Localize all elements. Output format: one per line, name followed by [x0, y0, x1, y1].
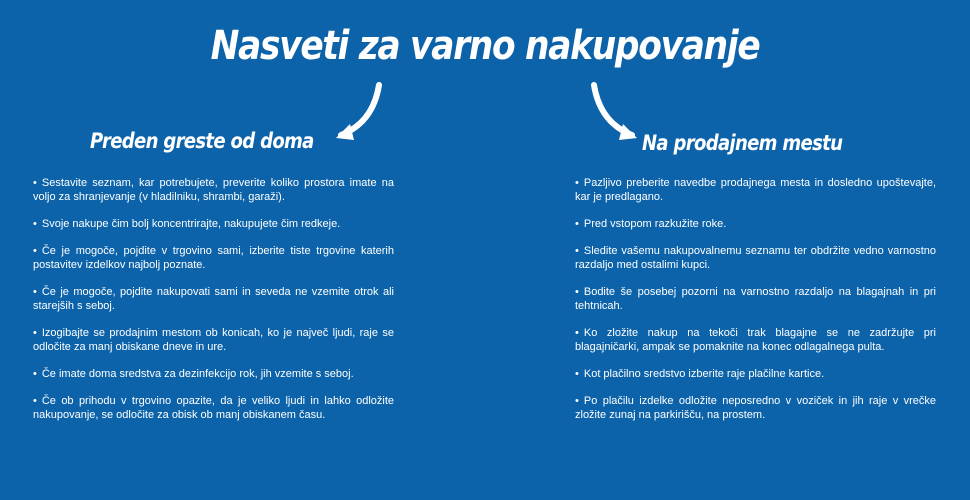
bullet-icon: • [575, 177, 579, 189]
page-title: Nasveti za varno nakupovanje [210, 23, 760, 69]
list-item [575, 367, 936, 381]
at-store-list [575, 176, 936, 435]
curved-arrow-down-left-icon [328, 80, 388, 144]
list-item [575, 244, 936, 272]
list-item-text: Če imate doma sredstva za dezinfekcijo rok, jih vzemite s seboj. [41, 368, 354, 380]
bullet-icon: • [33, 218, 37, 230]
list-item [33, 176, 394, 204]
bullet-icon: • [575, 327, 579, 339]
list-item-text: Pred vstopom razkužite roke. [583, 218, 727, 230]
list-item [33, 367, 394, 381]
bullet-icon: • [33, 286, 37, 298]
list-item [33, 326, 394, 354]
list-item [575, 176, 936, 204]
bullet-icon: • [575, 368, 579, 380]
list-item [33, 217, 394, 231]
list-item-text: Svoje nakupe čim bolj koncentrirajte, nakupujete čim redkeje. [41, 218, 341, 230]
list-item [575, 285, 936, 313]
bullet-icon: • [33, 395, 37, 407]
bullet-icon: • [33, 327, 37, 339]
bullet-icon: • [575, 286, 579, 298]
list-item-text: Kot plačilno sredstvo izberite raje plačilne kartice. [583, 368, 825, 380]
list-item-text: Bodite še posebej pozorni na varnostno razdaljo na blagajnah in pri tehtnicah. [575, 286, 936, 312]
left-column-heading: Preden greste od doma [90, 129, 314, 153]
list-item-text: Po plačilu izdelke odložite neposredno v voziček in jih raje v vrečke zložite zunaj na parkirišču, na prostem. [575, 395, 936, 421]
list-item [575, 326, 936, 354]
bullet-icon: • [33, 245, 37, 257]
list-item-text: Izogibajte se prodajnim mestom ob konicah, ko je največ ljudi, raje se odločite za manj obiskane dneve in ure. [33, 327, 394, 353]
list-item-text: Pazljivo preberite navedbe prodajnega mesta in dosledno upoštevajte, kar je predlagano. [575, 177, 936, 203]
list-item-text: Če ob prihodu v trgovino opazite, da je veliko ljudi in lahko odložite nakupovanje, se odločite za obisk ob manj obiskanem času. [33, 395, 394, 421]
list-item-text: Če je mogoče, pojdite nakupovati sami in seveda ne vzemite otrok ali starejših s seboj. [33, 286, 394, 312]
list-item-text: Ko zložite nakup na tekoči trak blagajne se ne zadržujte pri blagajničarki, ampak se pomaknite na konec odlagalnega pulta. [575, 327, 936, 353]
curved-arrow-down-right-icon [585, 80, 645, 144]
list-item [33, 285, 394, 313]
right-column-heading: Na prodajnem mestu [642, 131, 843, 155]
list-item-text: Sledite vašemu nakupovalnemu seznamu ter obdržite vedno varnostno razdaljo med ostalimi kupci. [575, 245, 936, 271]
bullet-icon: • [575, 395, 579, 407]
list-item [33, 394, 394, 422]
list-item-text: Če je mogoče, pojdite v trgovino sami, izberite tiste trgovine katerih postavitev izdelkov najbolj poznate. [33, 245, 394, 271]
before-leaving-home-list [33, 176, 394, 435]
list-item-text: Sestavite seznam, kar potrebujete, preverite koliko prostora imate na voljo za shranjevanje (v hladilniku, shrambi, garaži). [33, 177, 394, 203]
bullet-icon: • [33, 368, 37, 380]
bullet-icon: • [33, 177, 37, 189]
list-item [575, 217, 936, 231]
bullet-icon: • [575, 245, 579, 257]
list-item [33, 244, 394, 272]
bullet-icon: • [575, 218, 579, 230]
list-item [575, 394, 936, 422]
